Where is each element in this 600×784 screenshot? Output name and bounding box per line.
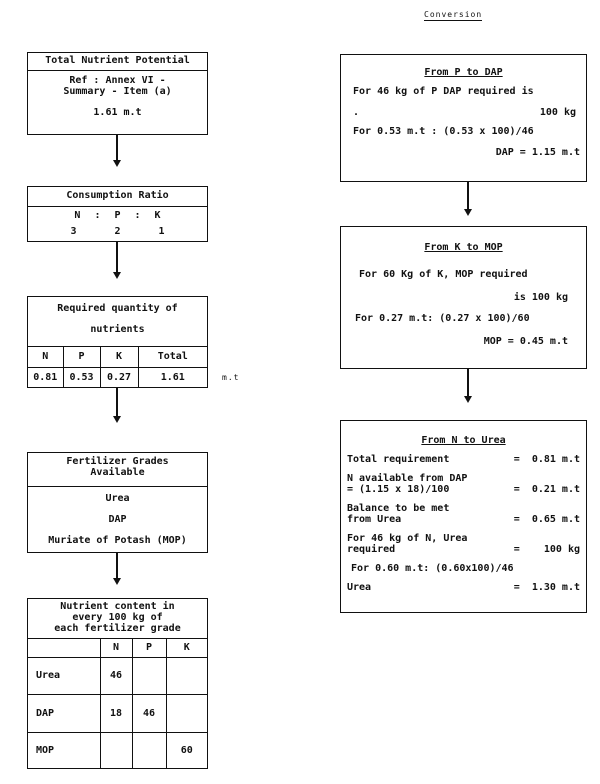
total-ref-line1: Ref : Annex VI - [69,75,166,86]
urea-row-eq: = [513,582,520,593]
content-title-line1: Nutrient content in [60,601,175,612]
content-row-name: DAP [28,695,100,733]
required-header: K [100,347,138,367]
urea-row-label: Total requirement [347,454,450,465]
k-to-mop-title: From K to MOP [424,242,503,253]
urea-row-calc: For 0.60 m.t: (0.60x100)/46 [351,563,514,574]
urea-row-value: 0.65 m.t [531,514,580,525]
urea-row-eq: = [513,514,520,525]
k-to-mop-box [340,226,587,369]
required-header: Total [138,347,207,367]
required-header: P [63,347,100,367]
arrow-down-icon [464,396,472,403]
table-row [28,695,207,733]
p-to-dap-title: From P to DAP [424,67,503,78]
required-value: 1.61 [138,367,207,387]
required-value: 0.53 [63,367,100,387]
connector [467,369,469,397]
ratio-label: N [74,210,81,221]
consumption-ratio-box [27,186,208,242]
urea-row-value: 100 kg [543,544,580,555]
urea-row-label: Urea [347,582,372,593]
connector [116,135,118,162]
k-to-mop-line2: is 100 kg [513,292,568,303]
grade-item-dap: DAP [108,514,127,525]
nutrient-content-table [28,639,207,768]
ratio-sep: : [94,210,101,221]
total-ref-line2: Summary - Item (a) [63,86,172,97]
arrow-down-icon [113,578,121,585]
ratio-sep: : [134,210,141,221]
required-unit: m.t [222,373,240,382]
grades-title-line1: Fertilizer Grades [66,456,169,467]
urea-row-eq: = [513,484,520,495]
consumption-ratio-title: Consumption Ratio [28,187,207,207]
arrow-down-icon [464,209,472,216]
content-cell-p [132,732,166,768]
total-nutrient-box [27,52,208,135]
p-to-dap-line3: For 0.53 m.t : (0.53 x 100)/46 [353,126,534,137]
required-title-line1: Required quantity of [57,303,178,314]
urea-row-result [341,582,586,593]
required-table [28,347,207,387]
ratio-value: 2 [114,226,121,237]
content-cell-k [166,695,207,733]
conversion-heading: Conversion [424,10,483,19]
urea-row-value: 1.30 m.t [531,582,580,593]
content-row-name: Urea [28,657,100,695]
content-cell-n [100,732,132,768]
urea-row-balance [341,514,586,525]
connector [116,553,118,579]
p-to-dap-amount: 100 kg [539,107,576,118]
arrow-down-icon [113,272,121,279]
connector [116,388,118,418]
fertilizer-grades-box [27,452,208,553]
n-to-urea-box [340,420,587,613]
content-header: K [166,639,207,657]
nutrient-content-box [27,598,208,769]
ratio-value: 3 [70,226,77,237]
ratio-labels [28,210,207,221]
p-to-dap-result: DAP = 1.15 m.t [495,147,580,158]
arrow-down-icon [113,416,121,423]
table-row [28,732,207,768]
k-to-mop-result: MOP = 0.45 m.t [483,336,568,347]
content-cell-k [166,657,207,695]
content-cell-k: 60 [166,732,207,768]
urea-row-value: 0.21 m.t [531,484,580,495]
arrow-down-icon [113,160,121,167]
grade-item-urea: Urea [105,493,130,504]
ratio-values [28,226,207,237]
content-title-line3: each fertilizer grade [54,623,181,634]
connector [467,182,469,211]
k-to-mop-line1: For 60 Kg of K, MOP required [359,269,528,280]
p-to-dap-line1: For 46 kg of P DAP required is [353,86,534,97]
urea-row-eq: = [513,454,520,465]
urea-row-total [341,454,586,465]
n-to-urea-title: From N to Urea [421,435,506,446]
grades-title-line2: Available [90,467,145,478]
urea-row-value: 0.81 m.t [531,454,580,465]
urea-row-balance-label: Balance to be met [347,503,450,514]
p-to-dap-box [340,54,587,182]
content-row-name: MOP [28,732,100,768]
grade-item-mop: Muriate of Potash (MOP) [48,535,187,546]
urea-row-label: from Urea [347,514,402,525]
required-header: N [28,347,63,367]
p-to-dap-dot: . [353,107,360,118]
ratio-label: P [114,210,121,221]
ratio-value: 1 [158,226,165,237]
ratio-label: K [154,210,161,221]
content-cell-n: 18 [100,695,132,733]
content-title-line2: every 100 kg of [72,612,163,623]
content-header: N [100,639,132,657]
required-quantity-box [27,296,208,388]
p-to-dap-line2 [341,107,586,118]
urea-row-eq: = [513,544,520,555]
urea-row-46kg [341,544,586,555]
content-cell-n: 46 [100,657,132,695]
content-header: P [132,639,166,657]
connector [116,242,118,274]
urea-row-label: = (1.15 x 18)/100 [347,484,450,495]
urea-row-label: required [347,544,396,555]
urea-row-46kg-label: For 46 kg of N, Urea [347,533,468,544]
required-value: 0.81 [28,367,63,387]
required-title-line2: nutrients [90,324,145,335]
urea-row-dap [341,484,586,495]
content-cell-p: 46 [132,695,166,733]
content-header [28,639,100,657]
urea-row-dap-label: N available from DAP [347,473,468,484]
k-to-mop-line3: For 0.27 m.t: (0.27 x 100)/60 [355,313,530,324]
table-row [28,657,207,695]
required-value: 0.27 [100,367,138,387]
total-nutrient-title: Total Nutrient Potential [28,53,207,71]
content-cell-p [132,657,166,695]
total-value: 1.61 m.t [93,107,142,118]
